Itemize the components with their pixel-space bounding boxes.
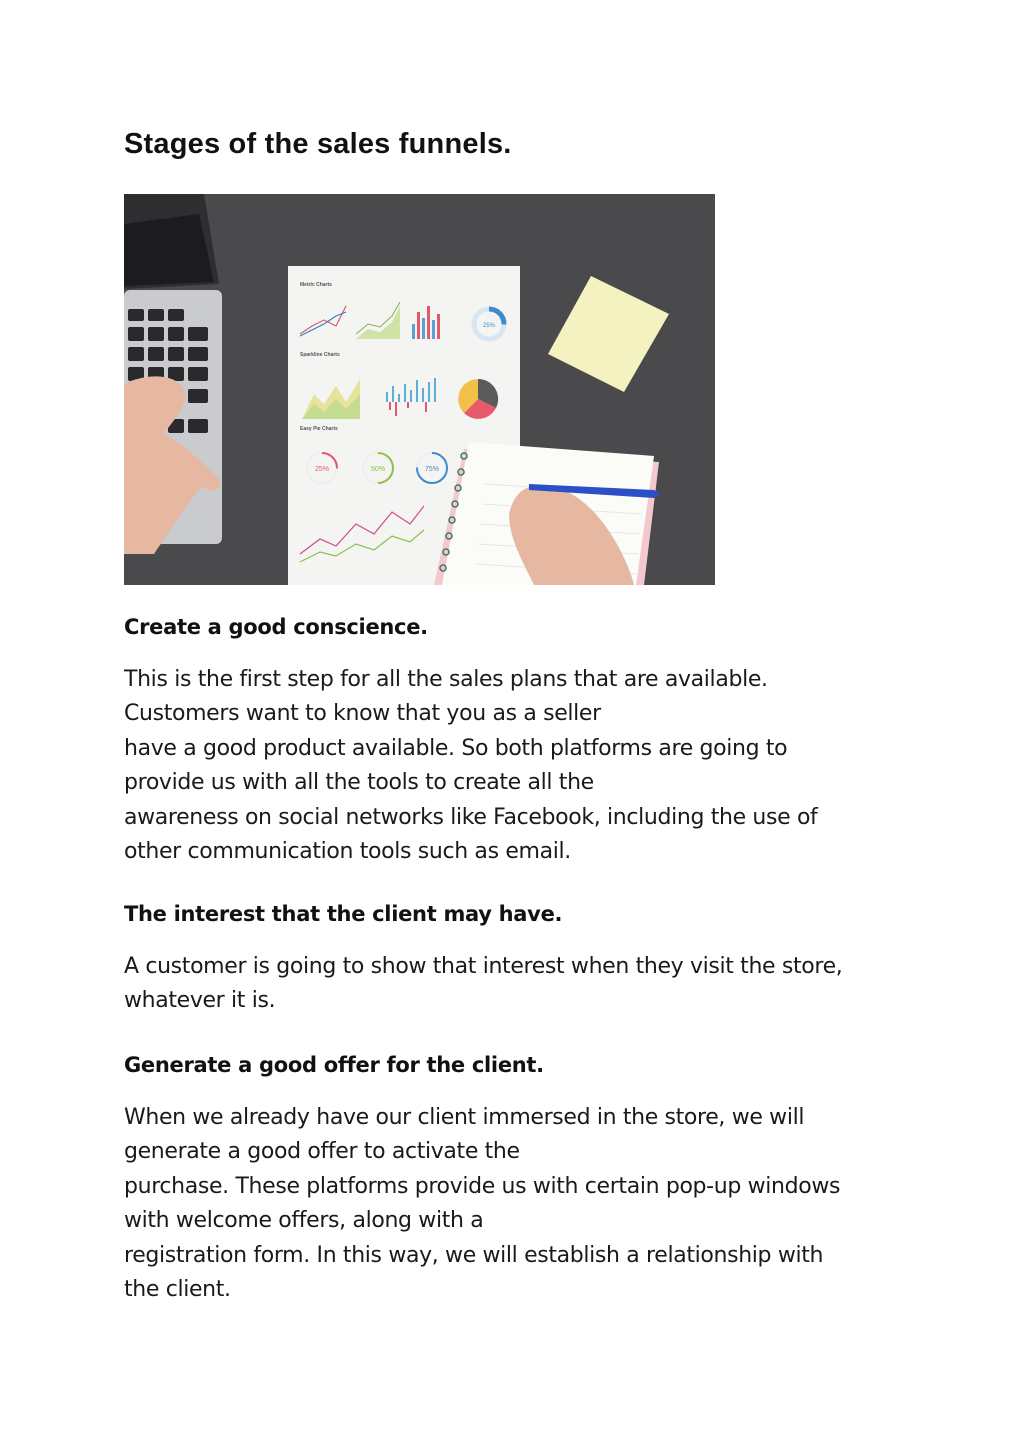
- section-paragraph: A customer is going to show that interest when they visit the store, whatever it is.: [124, 954, 843, 1014]
- svg-text:Sparkline Charts: Sparkline Charts: [300, 352, 340, 358]
- svg-text:Easy Pie Charts: Easy Pie Charts: [300, 426, 338, 432]
- pie-label-25: 25%: [314, 466, 330, 473]
- section-heading: The interest that the client may have.: [124, 902, 563, 926]
- pie-label-75: 75%: [424, 466, 440, 473]
- svg-text:25%: 25%: [482, 323, 496, 329]
- section-awareness: [124, 615, 904, 869]
- section-heading: Generate a good offer for the client.: [124, 1053, 544, 1077]
- page-title: Stages of the sales funnels.: [124, 128, 512, 160]
- section-heading: Create a good conscience.: [124, 615, 428, 639]
- section-paragraph: When we already have our client immersed in the store, we will generate a good offer to activate the purchase. These platforms provide us with certain pop-up windows with welcome offers, along with a registration form. In this way, we will establish a relationship with the client.: [124, 1105, 841, 1303]
- section-interest: [124, 902, 904, 1019]
- pie-label-50: 50%: [370, 466, 386, 473]
- svg-text:Metric Charts: Metric Charts: [300, 282, 332, 288]
- analytics-photo: [124, 194, 715, 585]
- section-offer: [124, 1053, 904, 1307]
- section-paragraph: This is the first step for all the sales plans that are available. Customers want to know that you as a seller have a good product available. So both platforms are going to provide us with all the tools to create all the awareness on social networks like Facebook, including the use of other communication tools such as email.: [124, 667, 818, 865]
